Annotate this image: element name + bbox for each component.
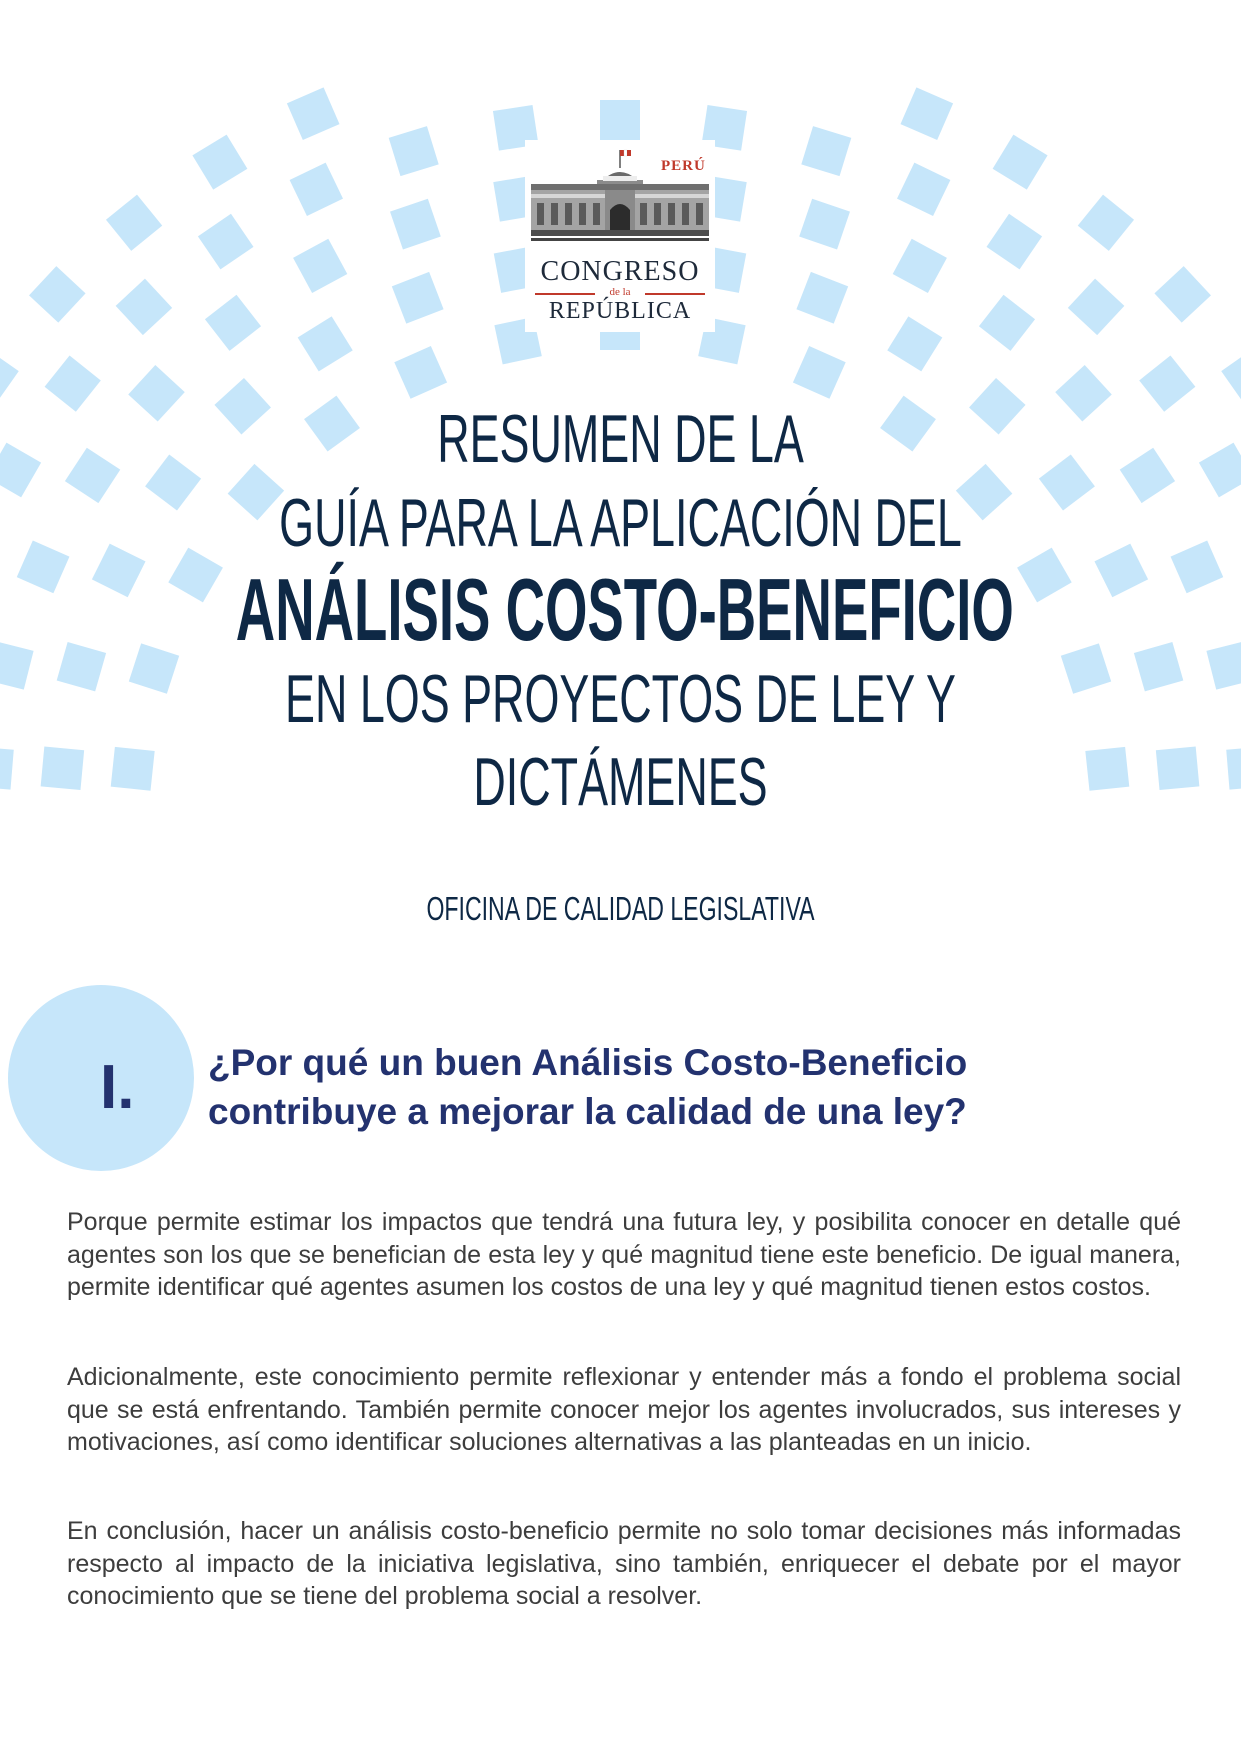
decorative-square <box>1134 642 1183 691</box>
logo-name-2: REPÚBLICA <box>548 298 692 324</box>
decorative-square <box>29 266 86 323</box>
decorative-square <box>600 100 640 140</box>
decorative-square <box>1068 279 1125 336</box>
paragraph: Porque permite estimar los impactos que tendrá una futura ley, y posibilita conocer en detalle qué agentes son los que se benefician de esta ley y qué magnitud tiene este beneficio. De igual manera, permite identificar qué agentes asumen los costos de una ley y qué magnitud tienen estos costos. <box>67 1208 1181 1301</box>
decorative-square <box>106 195 162 251</box>
decorative-square <box>1156 747 1200 791</box>
decorative-square <box>41 747 85 791</box>
decorative-square <box>893 239 947 293</box>
decorative-square <box>394 346 447 399</box>
decorative-square <box>390 199 441 250</box>
decorative-square <box>205 295 261 351</box>
decorative-square <box>92 544 146 598</box>
paragraph: Adicionalmente, este conocimiento permite reflexionar y entender más a fondo el problema social que se está enfrentando. También permite conocer mejor los agentes involucrados, sus intereses y motivaciones, así como identificar soluciones alternativas a las planteadas en un inicio. <box>67 1363 1181 1456</box>
decorative-square <box>793 346 846 399</box>
decorative-square <box>129 643 179 693</box>
decorative-square <box>796 272 848 324</box>
congreso-logo <box>525 140 715 332</box>
decorative-square <box>57 642 106 691</box>
decorative-square <box>65 448 120 503</box>
decorative-square <box>0 746 14 789</box>
title-line-3: ANÁLISIS COSTO-BENEFICIO <box>235 560 1014 659</box>
title-line-4: EN LOS PROYECTOS DE LEY Y <box>285 661 956 737</box>
decorative-square <box>45 355 101 411</box>
decorative-square <box>1139 355 1195 411</box>
decorative-square <box>290 163 343 216</box>
decorative-square <box>1085 747 1129 791</box>
section-question-line-1: ¿Por qué un buen Análisis Costo-Beneficio <box>208 1042 968 1083</box>
decorative-square <box>897 163 950 216</box>
decorative-square <box>1221 348 1241 404</box>
logo-connector: de la <box>609 286 631 298</box>
title-line-1: RESUMEN DE LA <box>437 401 804 477</box>
decorative-square <box>993 135 1048 190</box>
decorative-square <box>801 126 851 176</box>
office-name: OFICINA DE CALIDAD LEGISLATIVA <box>426 890 815 927</box>
logo-country: PERÚ <box>661 158 706 174</box>
decorative-square <box>128 365 185 422</box>
decorative-square <box>1171 541 1224 594</box>
decorative-square <box>17 541 70 594</box>
decorative-square <box>1094 544 1148 598</box>
decorative-square <box>392 272 444 324</box>
decorative-square <box>0 348 19 404</box>
decorative-square <box>389 126 439 176</box>
decorative-square <box>987 214 1043 270</box>
decorative-square <box>1055 365 1112 422</box>
decorative-square <box>1078 195 1134 251</box>
paragraph: En conclusión, hacer un análisis costo-beneficio permite no solo tomar decisiones más informadas respecto al impacto de la iniciativa legislativa, sino también, enriquecer el debate por el mayor conocimiento que se tiene del problema social a resolver. <box>67 1517 1181 1610</box>
decorative-square <box>192 135 247 190</box>
decorative-square <box>145 454 201 510</box>
decorative-square <box>1061 643 1111 693</box>
decorative-square <box>1120 448 1175 503</box>
decorative-square <box>1206 641 1241 690</box>
decorative-square <box>1154 266 1211 323</box>
decorative-square <box>1199 443 1241 498</box>
decorative-square <box>0 443 41 498</box>
decorative-square <box>1039 454 1095 510</box>
decorative-square <box>287 87 340 140</box>
decorative-square <box>900 87 953 140</box>
decorative-square <box>1226 746 1241 789</box>
section-numeral: I. <box>100 1053 135 1122</box>
section-question-line-2: contribuye a mejorar la calidad de una ley? <box>208 1091 967 1132</box>
decorative-square <box>298 316 353 371</box>
decorative-square <box>111 747 155 791</box>
decorative-square <box>0 641 34 690</box>
logo-name: CONGRESO <box>540 256 700 287</box>
decorative-square <box>116 279 173 336</box>
decorative-square <box>979 295 1035 351</box>
title-line-5: DICTÁMENES <box>473 744 768 820</box>
decorative-square <box>293 239 347 293</box>
decorative-square <box>887 316 942 371</box>
decorative-square <box>799 199 850 250</box>
title-line-2: GUÍA PARA LA APLICACIÓN DEL <box>279 485 962 561</box>
decorative-square <box>198 214 254 270</box>
